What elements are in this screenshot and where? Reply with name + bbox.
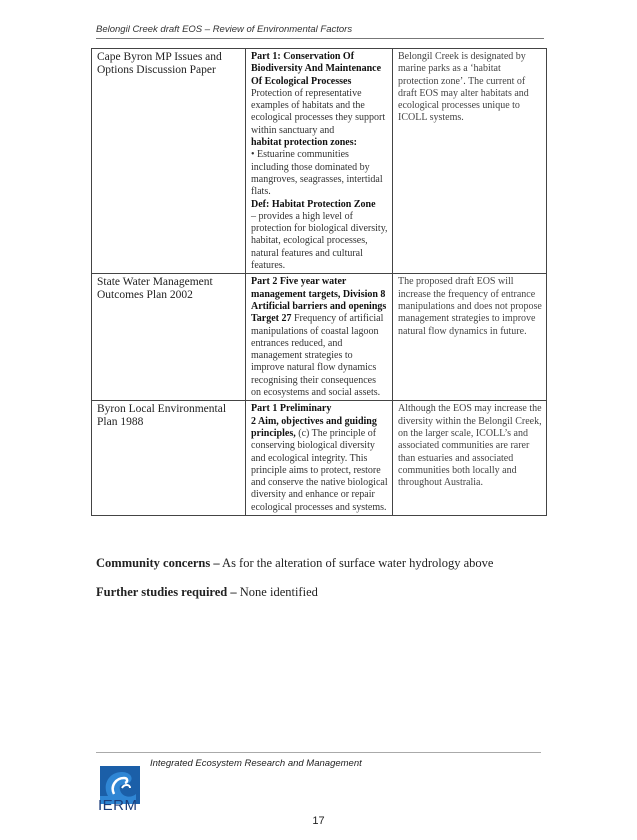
provision-heading: Part 1 Preliminary [251,403,332,415]
provision-cell [246,49,393,274]
further-studies-label: Further studies required – [96,585,237,599]
provision-cell [246,401,393,516]
source-cell: Byron Local Environmental Plan 1988 [92,401,246,516]
further-studies [96,585,556,600]
provision-text: – provides a high level of protection for biological diversity, habitat, ecological processes, natural features and cultural features. [251,210,388,272]
community-concerns-text: As for the alteration of surface water hydrology above [219,556,494,570]
comment-cell: Although the EOS may increase the diversity within the Belongil Creek, on the larger scale, ICOLL’s and associated communities are rarer than estuaries and associated communities both locally and throughout Australia. [393,401,547,516]
ierm-logo-text: IERM [98,797,138,814]
provision-heading: Def: Habitat Protection Zone [251,198,376,210]
footer-divider [96,752,541,753]
running-header: Belongil Creek draft EOS – Review of Environmental Factors [96,24,353,35]
provision-text: • Estuarine communities including those dominated by mangroves, seagrasses, intertidal flats. [251,149,383,198]
footer-organisation: Integrated Ecosystem Research and Management [150,758,362,769]
further-studies-text: None identified [236,585,318,599]
provision-heading: Part 2 Five year water management targets, Division 8 Artificial barriers and openings [251,276,387,312]
review-table [91,48,547,516]
source-cell: Cape Byron MP Issues and Options Discussion Paper [92,49,246,274]
table-row [92,401,547,516]
provision-cell [246,274,393,401]
provision-text: Frequency of artificial manipulations of coastal lagoon entrances reduced, and management strategies to improve natural flow dynamics recognising their consequences on ecosystems and social assets. [251,313,384,399]
header-divider [96,38,544,39]
table-row [92,274,547,401]
provision-text: Protection of representative examples of habitats and the ecological processes they support within sanctuary and [251,87,386,136]
community-concerns-label: Community concerns – [96,556,220,570]
provision-text: (c) The principle of conserving biological diversity and ecological integrity. This principle aims to protect, restore and conserve the native biological diversity and enhance or repair ecological processes and systems. [251,427,388,513]
provision-heading: Target 27 [251,313,292,325]
page-number: 17 [312,815,325,827]
table-row [92,49,547,274]
comment-cell: The proposed draft EOS will increase the frequency of entrance manipulations and does not propose management strategies to improve natural flow dynamics in future. [393,274,547,401]
community-concerns [96,556,556,571]
comment-cell: Belongil Creek is designated by marine parks as a ‘habitat protection zone’. The current of draft EOS may alter habitats and ecological processes unique to ICOLL systems. [393,49,547,274]
source-cell: State Water Management Outcomes Plan 2002 [92,274,246,401]
provision-heading: Part 1: Conservation Of Biodiversity And Maintenance Of Ecological Processes [251,51,382,87]
provision-heading: 2 Aim, objectives and guiding principles, [251,415,377,439]
provision-heading: habitat protection zones: [251,137,357,149]
